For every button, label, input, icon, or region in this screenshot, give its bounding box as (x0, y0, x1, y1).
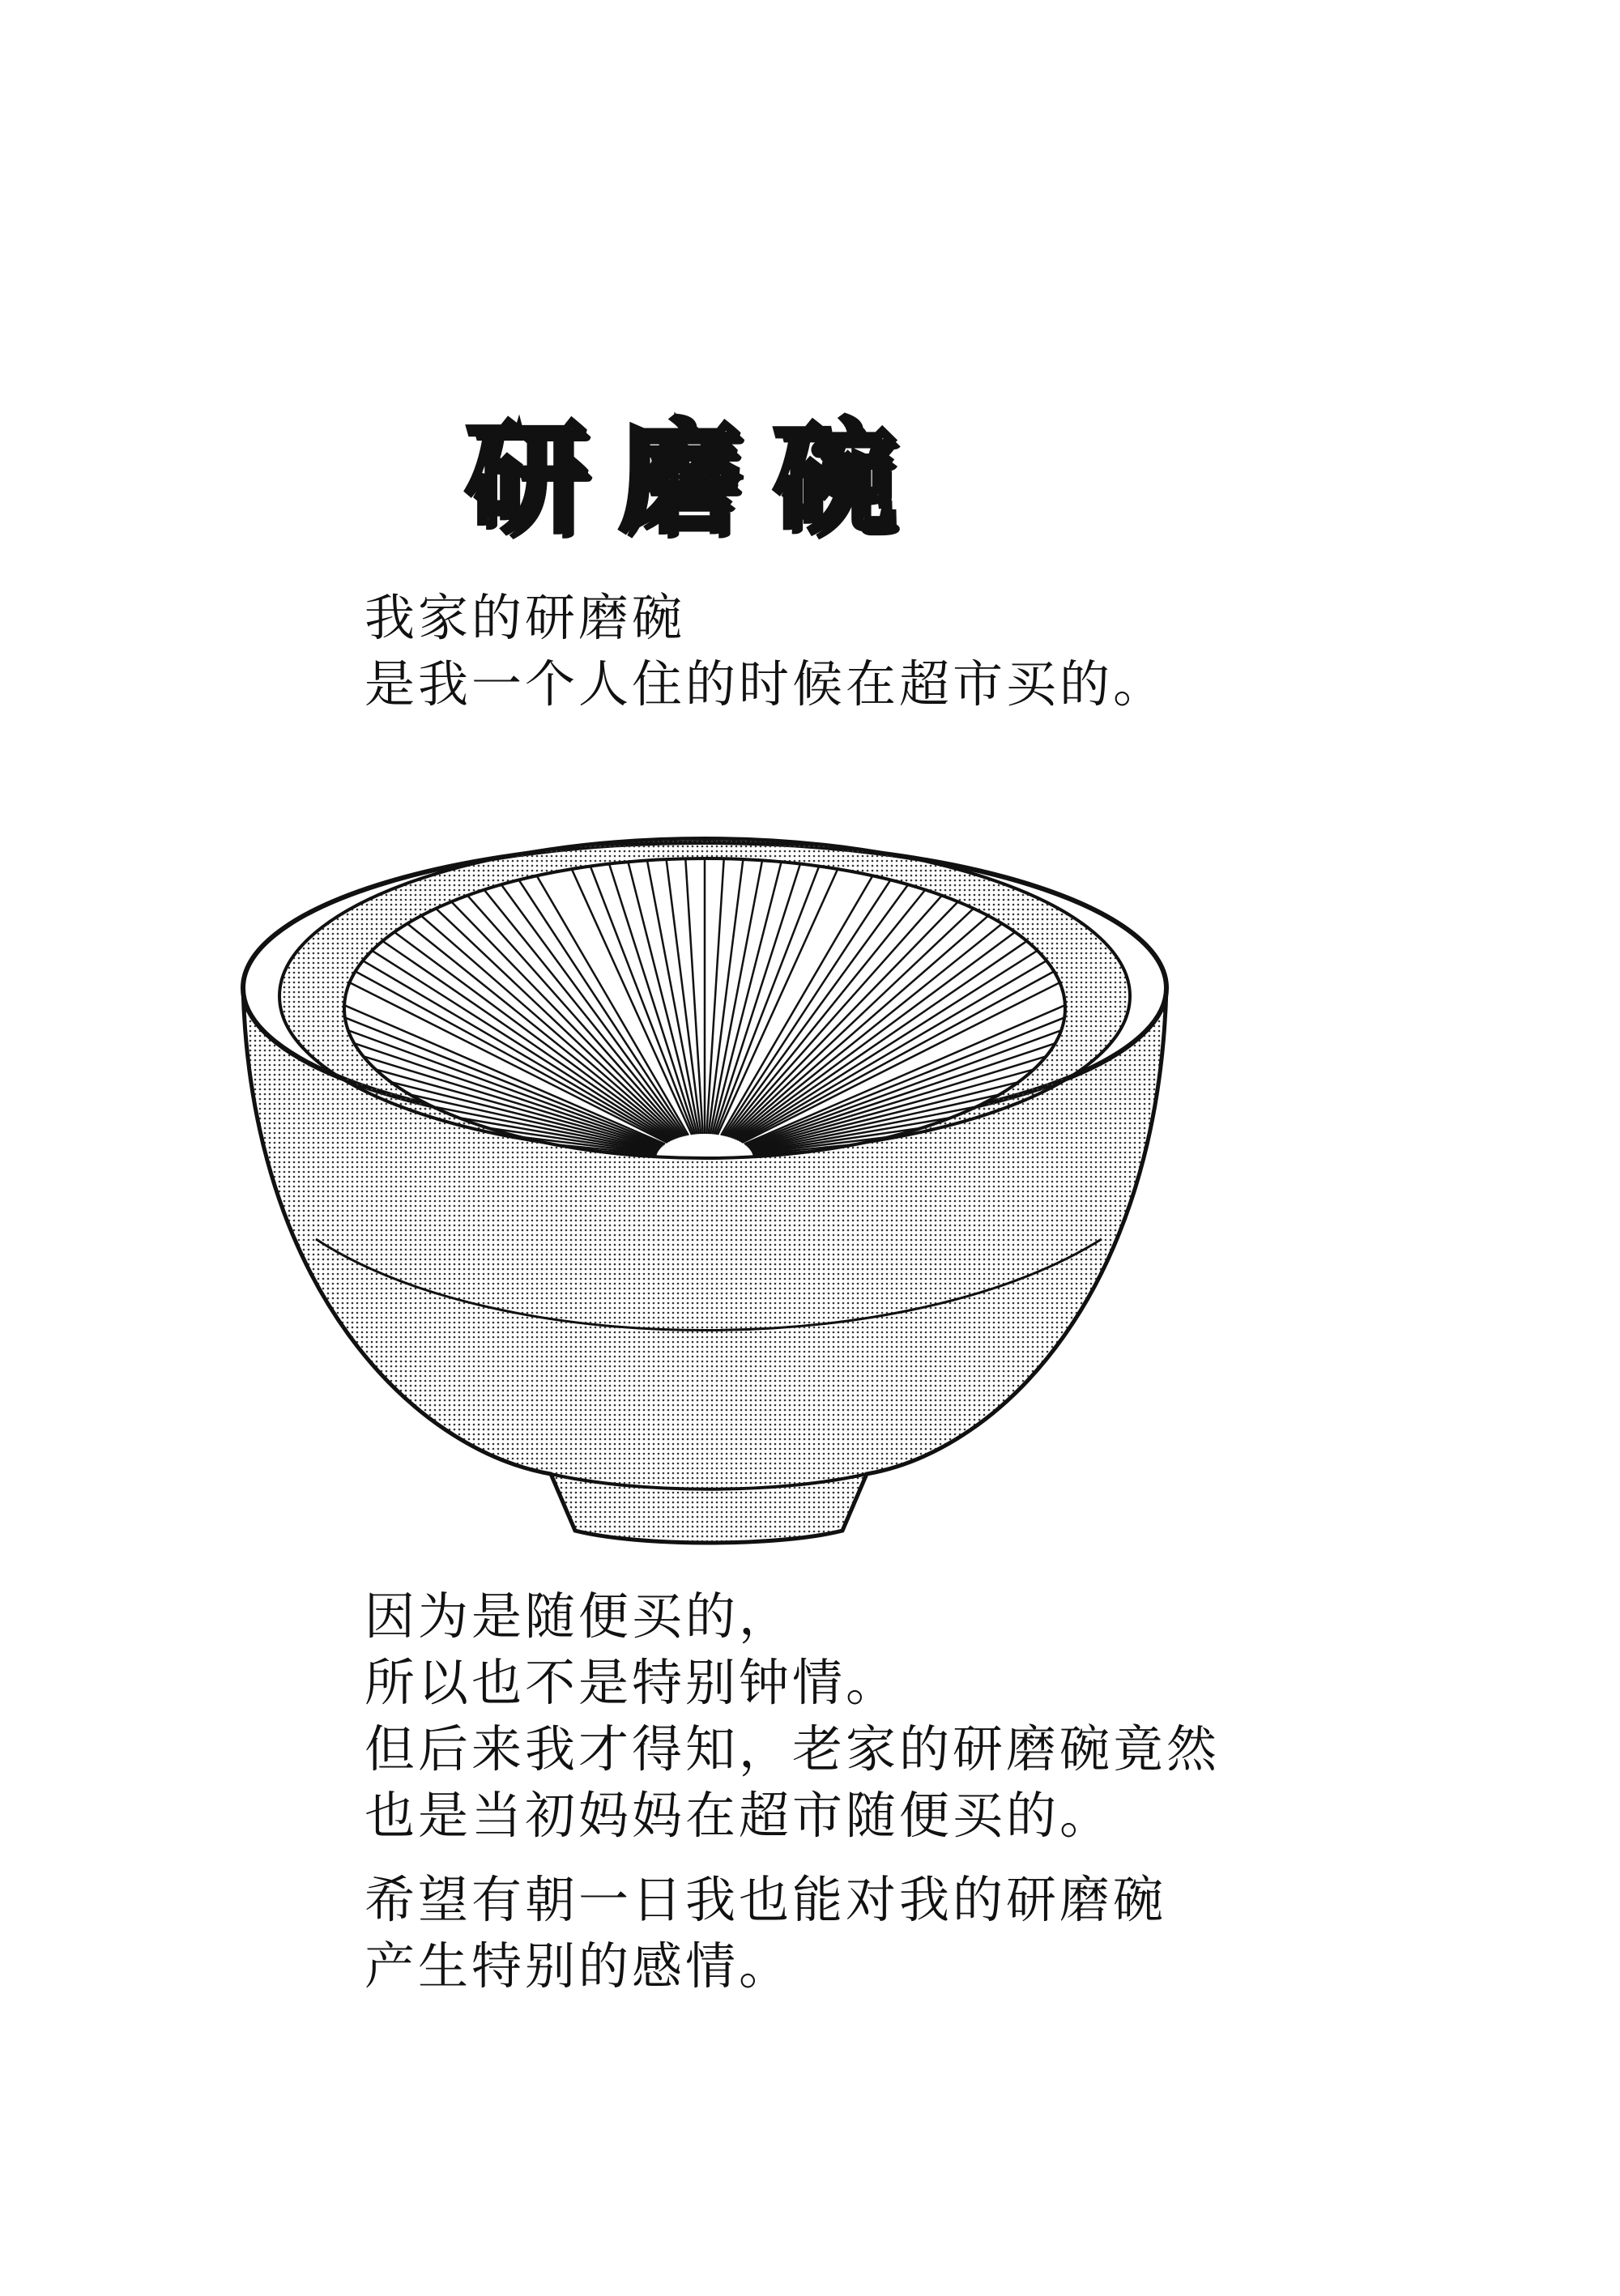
body-text (364, 1583, 1220, 1849)
page-title: 研磨碗 (465, 409, 927, 550)
closing-line: 产生特别的感情。 (364, 1936, 793, 1996)
suribachi-bowl-icon (219, 834, 1191, 1563)
body-line: 因为是随便买的， (364, 1587, 793, 1646)
body-line: 所以也不是特别钟情。 (364, 1653, 900, 1712)
body-line: 也是当初妈妈在超市随便买的。 (364, 1786, 1114, 1845)
intro-line: 我家的研磨碗 (364, 588, 686, 647)
closing-text (364, 1867, 1166, 2000)
body-line: 但后来我才得知，老家的研磨碗竟然 (364, 1719, 1221, 1778)
intro-text (364, 585, 1166, 718)
intro-line: 是我一个人住的时候在超市买的。 (364, 654, 1167, 714)
closing-line: 希望有朝一日我也能对我的研磨碗 (364, 1870, 1167, 1929)
